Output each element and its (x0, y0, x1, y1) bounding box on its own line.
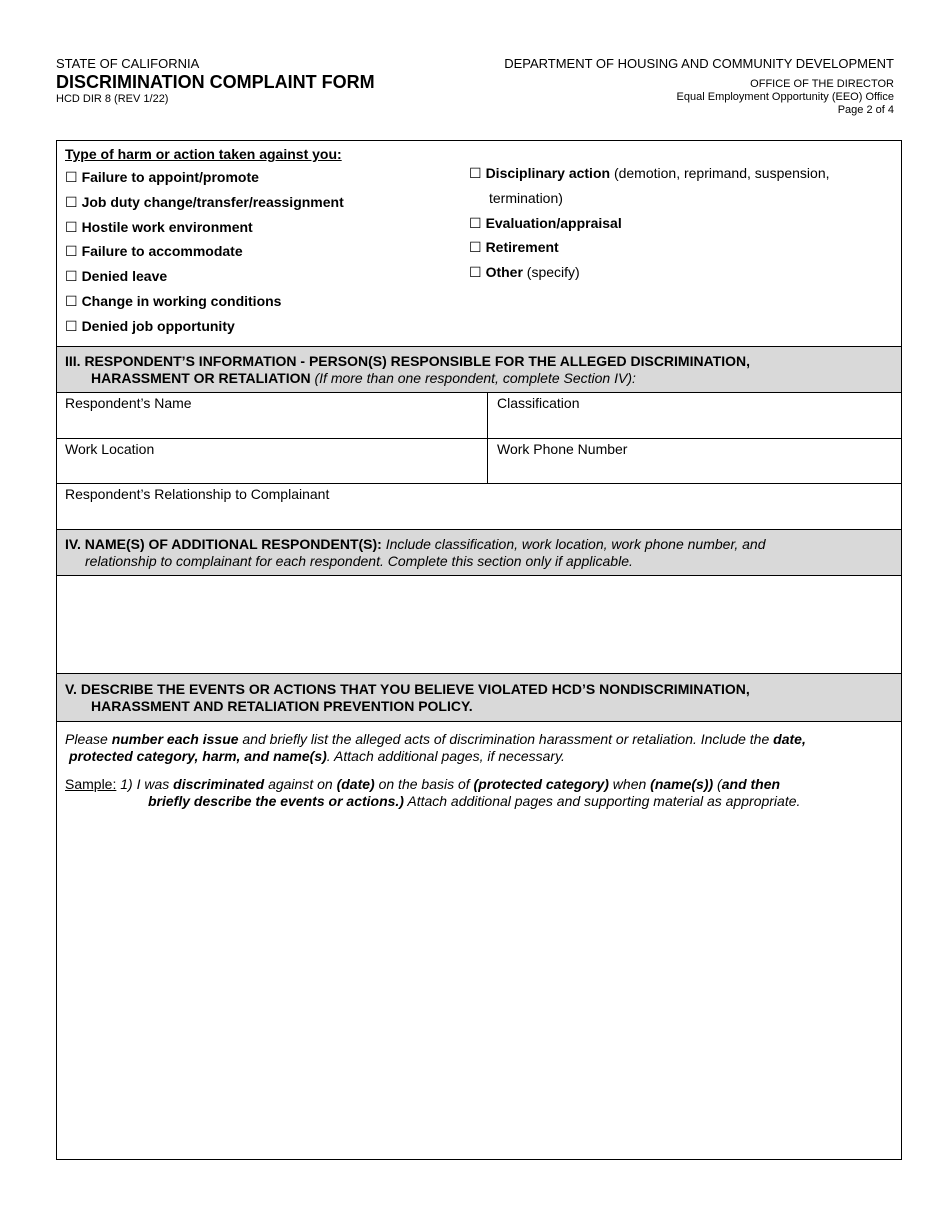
checkbox-icon[interactable]: ☐ (469, 214, 482, 231)
classification-field[interactable]: Classification (497, 395, 580, 411)
checkbox-icon[interactable]: ☐ (65, 292, 78, 309)
respondent-row-1 (57, 392, 901, 438)
harm-option[interactable]: ☐ Change in working conditions (65, 292, 282, 309)
harm-option[interactable]: ☐ Denied leave (65, 268, 168, 285)
form-number: HCD DIR 8 (REV 1/22) (56, 93, 169, 105)
page-number: Page 2 of 4 (837, 104, 894, 116)
sample-paragraph: Sample: 1) I was discriminated against on (date) on the basis of (protected category) when (name(s)) (and then briefly describe the events or actions.) Attach additional pages and supporting material as appropriate. (65, 776, 801, 809)
respondent-row-2 (57, 438, 901, 483)
checkbox-icon[interactable]: ☐ (65, 243, 78, 260)
section-4-header (57, 529, 901, 575)
section-3-title: III. RESPONDENT’S INFORMATION - PERSON(S) RESPONSIBLE FOR THE ALLEGED DISCRIMINATION, HARASSMENT OR RETALIATION (If more than one respondent, complete Section IV): (65, 353, 750, 386)
harm-option-retirement[interactable]: ☐ Retirement (469, 239, 559, 256)
instructions-paragraph: Please number each issue and briefly list the alleged acts of discrimination harassment or retaliation. Include the date, protected category, harm, and name(s). Attach additional pages, if necessary. (65, 731, 806, 764)
complaint-form (56, 140, 902, 1160)
form-title: DISCRIMINATION COMPLAINT FORM (56, 72, 375, 92)
section-3-header (57, 346, 901, 392)
work-location-field[interactable]: Work Location (65, 441, 155, 457)
checkbox-icon[interactable]: ☐ (469, 165, 482, 181)
checkbox-icon[interactable]: ☐ (65, 193, 78, 210)
header-left (56, 56, 375, 106)
events-description-field[interactable] (57, 721, 901, 1159)
checkbox-icon[interactable]: ☐ (469, 264, 482, 281)
checkbox-icon[interactable]: ☐ (65, 169, 78, 185)
column-divider (487, 393, 488, 438)
harm-option[interactable]: ☐ Job duty change/transfer/reassignment (65, 193, 344, 210)
work-phone-field[interactable]: Work Phone Number (497, 441, 628, 457)
harm-option-disciplinary-cont: termination) (489, 189, 563, 206)
section-5-header (57, 673, 901, 721)
harm-option[interactable]: ☐ Failure to appoint/promote (65, 169, 259, 185)
checkbox-icon[interactable]: ☐ (65, 268, 78, 285)
harm-option-evaluation[interactable]: ☐ Evaluation/appraisal (469, 214, 622, 231)
harm-option-disciplinary[interactable]: ☐ Disciplinary action (demotion, reprimand, suspension, (469, 165, 830, 181)
additional-respondents-field[interactable] (57, 575, 901, 673)
section-4-title: IV. NAME(S) OF ADDITIONAL RESPONDENT(S): Include classification, work location, work phone number, and relationship to complainant for each respondent. Complete this section only if applicable. (65, 536, 766, 569)
harm-option-other[interactable]: ☐ Other (specify) (469, 264, 580, 281)
section-5-title: V. DESCRIBE THE EVENTS OR ACTIONS THAT YOU BELIEVE VIOLATED HCD’S NONDISCRIMINATION, HARASSMENT AND RETALIATION PREVENTION POLICY. (65, 681, 750, 714)
harm-right-column (469, 161, 830, 285)
department-name: DEPARTMENT OF HOUSING AND COMMUNITY DEVELOPMENT (504, 56, 894, 71)
state-name: STATE OF CALIFORNIA (56, 56, 200, 71)
checkbox-icon[interactable]: ☐ (65, 218, 78, 235)
column-divider (487, 439, 488, 483)
harm-section (57, 141, 901, 346)
header-right (504, 56, 894, 117)
harm-left-column (65, 165, 344, 339)
respondent-name-field[interactable]: Respondent’s Name (65, 395, 192, 411)
relationship-field[interactable]: Respondent’s Relationship to Complainant (65, 486, 330, 502)
checkbox-icon[interactable]: ☐ (65, 317, 78, 334)
eeo-office: Equal Employment Opportunity (EEO) Office (676, 91, 894, 103)
harm-option[interactable]: ☐ Hostile work environment (65, 218, 253, 235)
office-name: OFFICE OF THE DIRECTOR (750, 78, 894, 90)
respondent-row-3 (57, 483, 901, 529)
harm-option[interactable]: ☐ Denied job opportunity (65, 317, 235, 334)
checkbox-icon[interactable]: ☐ (469, 239, 482, 256)
harm-option[interactable]: ☐ Failure to accommodate (65, 243, 243, 260)
harm-title: Type of harm or action taken against you: (65, 146, 342, 162)
